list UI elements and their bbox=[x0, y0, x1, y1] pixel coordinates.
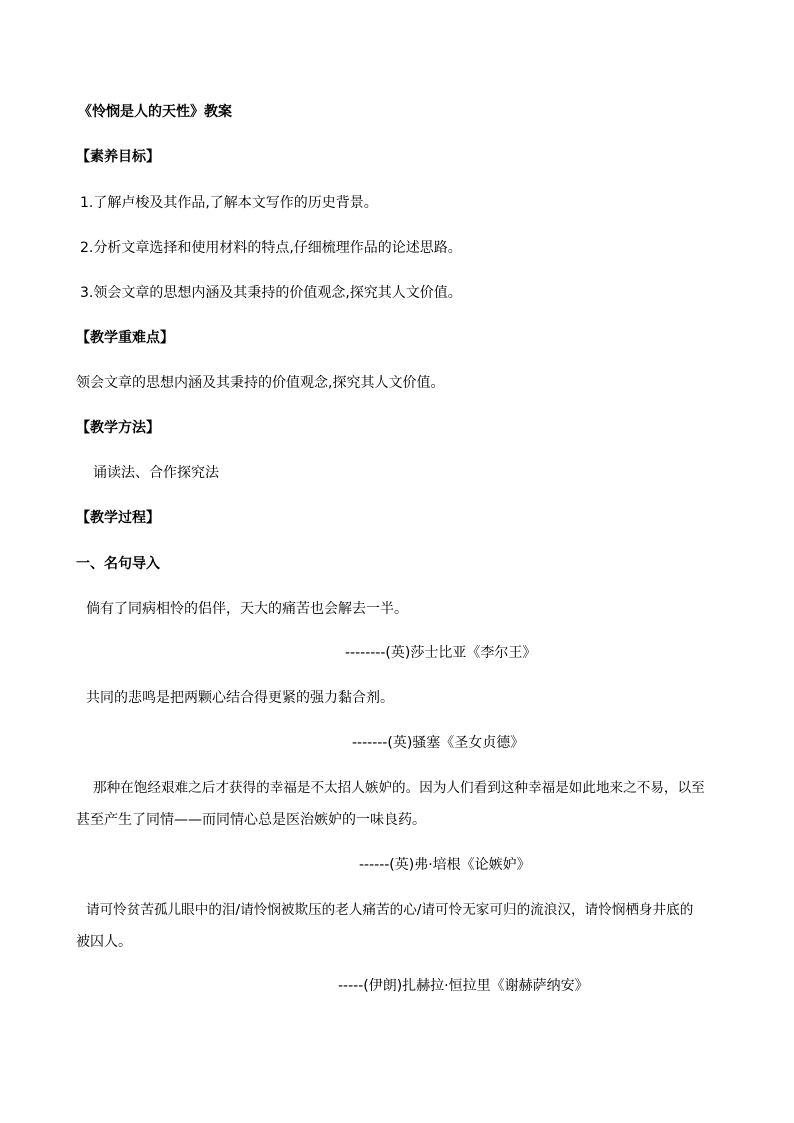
document-title: 《怜悯是人的天性》教案 bbox=[78, 104, 232, 120]
quote-3-text-line2: 甚至产生了同情——而同情心总是医治嫉妒的一味良药。 bbox=[76, 812, 426, 828]
quote-3-source: ------(英)弗·培根《论嫉妒》 bbox=[359, 857, 531, 873]
quote-2-text: 共同的悲鸣是把两颗心结合得更紧的强力黏合剂。 bbox=[86, 690, 394, 706]
quote-1-source: --------(英)莎士比亚《李尔王》 bbox=[345, 645, 537, 661]
method-text: 诵读法、合作探究法 bbox=[93, 465, 219, 481]
quote-4-text-line1: 请可怜贫苦孤儿眼中的泪/请怜悯被欺压的老人痛苦的心/请可怜无家可归的流浪汉，请怜悯栖身井底的 bbox=[86, 902, 694, 918]
quote-4-source: -----(伊朗)扎赫拉·恒拉里《谢赫萨纳安》 bbox=[338, 978, 589, 994]
part1-heading: 一、名句导入 bbox=[76, 556, 160, 572]
quote-4-text-line2: 被囚人。 bbox=[76, 934, 132, 950]
quote-1-text: 倘有了同病相怜的侣伴，天大的痛苦也会解去一半。 bbox=[86, 601, 408, 617]
process-heading: 【教学过程】 bbox=[76, 510, 160, 526]
quote-3-text-line1: 那种在饱经艰难之后才获得的幸福是不太招人嫉妒的。因为人们看到这种幸福是如此地来之不易，以至 bbox=[93, 780, 705, 796]
key-text: 领会文章的思想内涵及其秉持的价值观念,探究其人文价值。 bbox=[76, 375, 445, 391]
quote-2-source: -------(英)骚塞《圣女贞德》 bbox=[352, 735, 525, 751]
method-heading: 【教学方法】 bbox=[76, 420, 160, 436]
key-heading: 【教学重难点】 bbox=[76, 330, 174, 346]
goal-item-2: 2.分析文章选择和使用材料的特点,仔细梳理作品的论述思路。 bbox=[80, 240, 462, 256]
goal-item-1: 1.了解卢梭及其作品,了解本文写作的历史背景。 bbox=[80, 195, 378, 211]
goals-heading: 【素养目标】 bbox=[76, 149, 160, 165]
goal-item-3: 3.领会文章的思想内涵及其秉持的价值观念,探究其人文价值。 bbox=[80, 285, 462, 301]
